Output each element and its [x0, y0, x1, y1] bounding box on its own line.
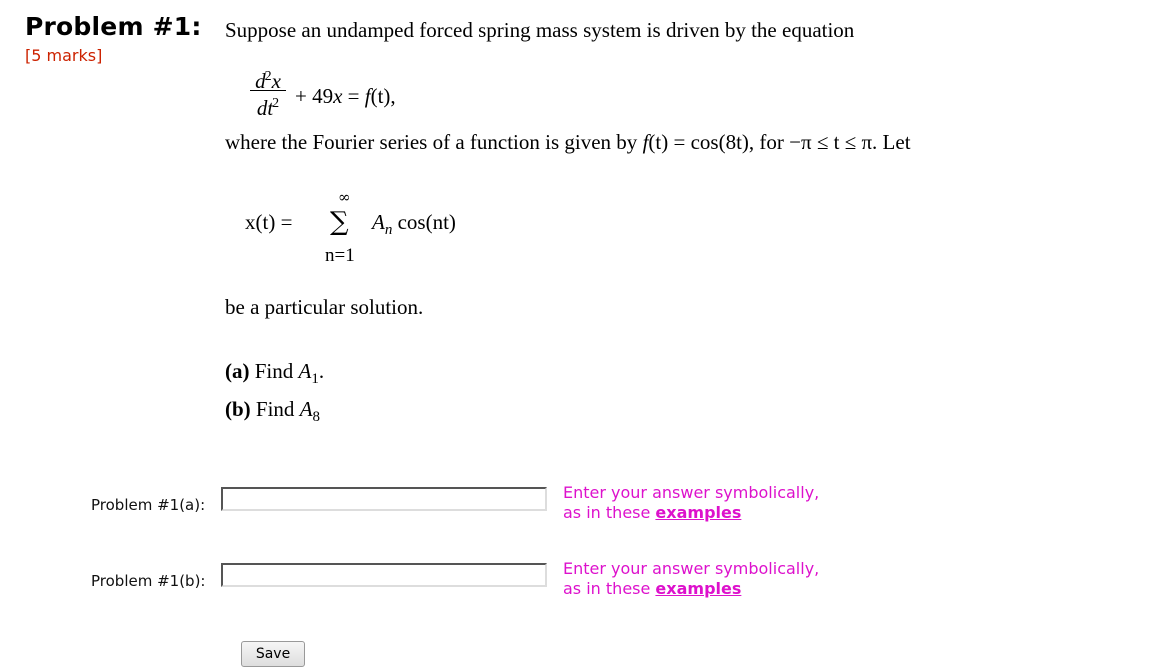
hint-line: as in these examples	[563, 503, 742, 522]
summation-sigma: ∑	[330, 207, 349, 237]
hint-line: Enter your answer symbolically,	[563, 483, 820, 502]
problem-title: Problem #1:	[25, 12, 202, 41]
hint-line: Enter your answer symbolically,	[563, 559, 820, 578]
answer-a-input[interactable]	[221, 487, 547, 511]
particular-solution-text: be a particular solution.	[225, 295, 424, 319]
series-upper-limit: ∞	[338, 188, 351, 206]
hint-line: as in these examples	[563, 579, 742, 598]
answer-b-input[interactable]	[221, 563, 547, 587]
marks-badge: [5 marks]	[25, 46, 103, 65]
ode-rhs: + 49x = f(t),	[295, 84, 396, 108]
series-term: $A_n$ cos(nt)	[372, 210, 456, 238]
ode-fraction	[250, 66, 286, 119]
part-b-question: (b) Find $A_8$	[225, 397, 321, 425]
series-lhs: x(t) =	[245, 210, 293, 234]
ode-numerator: $d^2x$	[255, 69, 281, 93]
answer-b-hint	[563, 559, 819, 599]
ode-denominator: $dt^2$	[256, 96, 280, 120]
answer-a-label: Problem #1(a):	[91, 496, 206, 514]
examples-link[interactable]: examples	[655, 579, 742, 598]
part-a-question: (a) Find $A_1$.	[225, 359, 325, 387]
answer-b-label: Problem #1(b):	[91, 572, 206, 590]
problem-intro: Suppose an undamped forced spring mass system is driven by the equation	[225, 18, 855, 42]
examples-link[interactable]: examples	[655, 503, 742, 522]
fourier-statement: where the Fourier series of a function is given by f(t) = cos(8t), for −π ≤ t ≤ π. Let	[225, 130, 911, 154]
series-lower-limit: n=1	[325, 245, 355, 266]
answer-a-hint	[563, 483, 819, 523]
save-button[interactable]: Save	[241, 641, 305, 667]
